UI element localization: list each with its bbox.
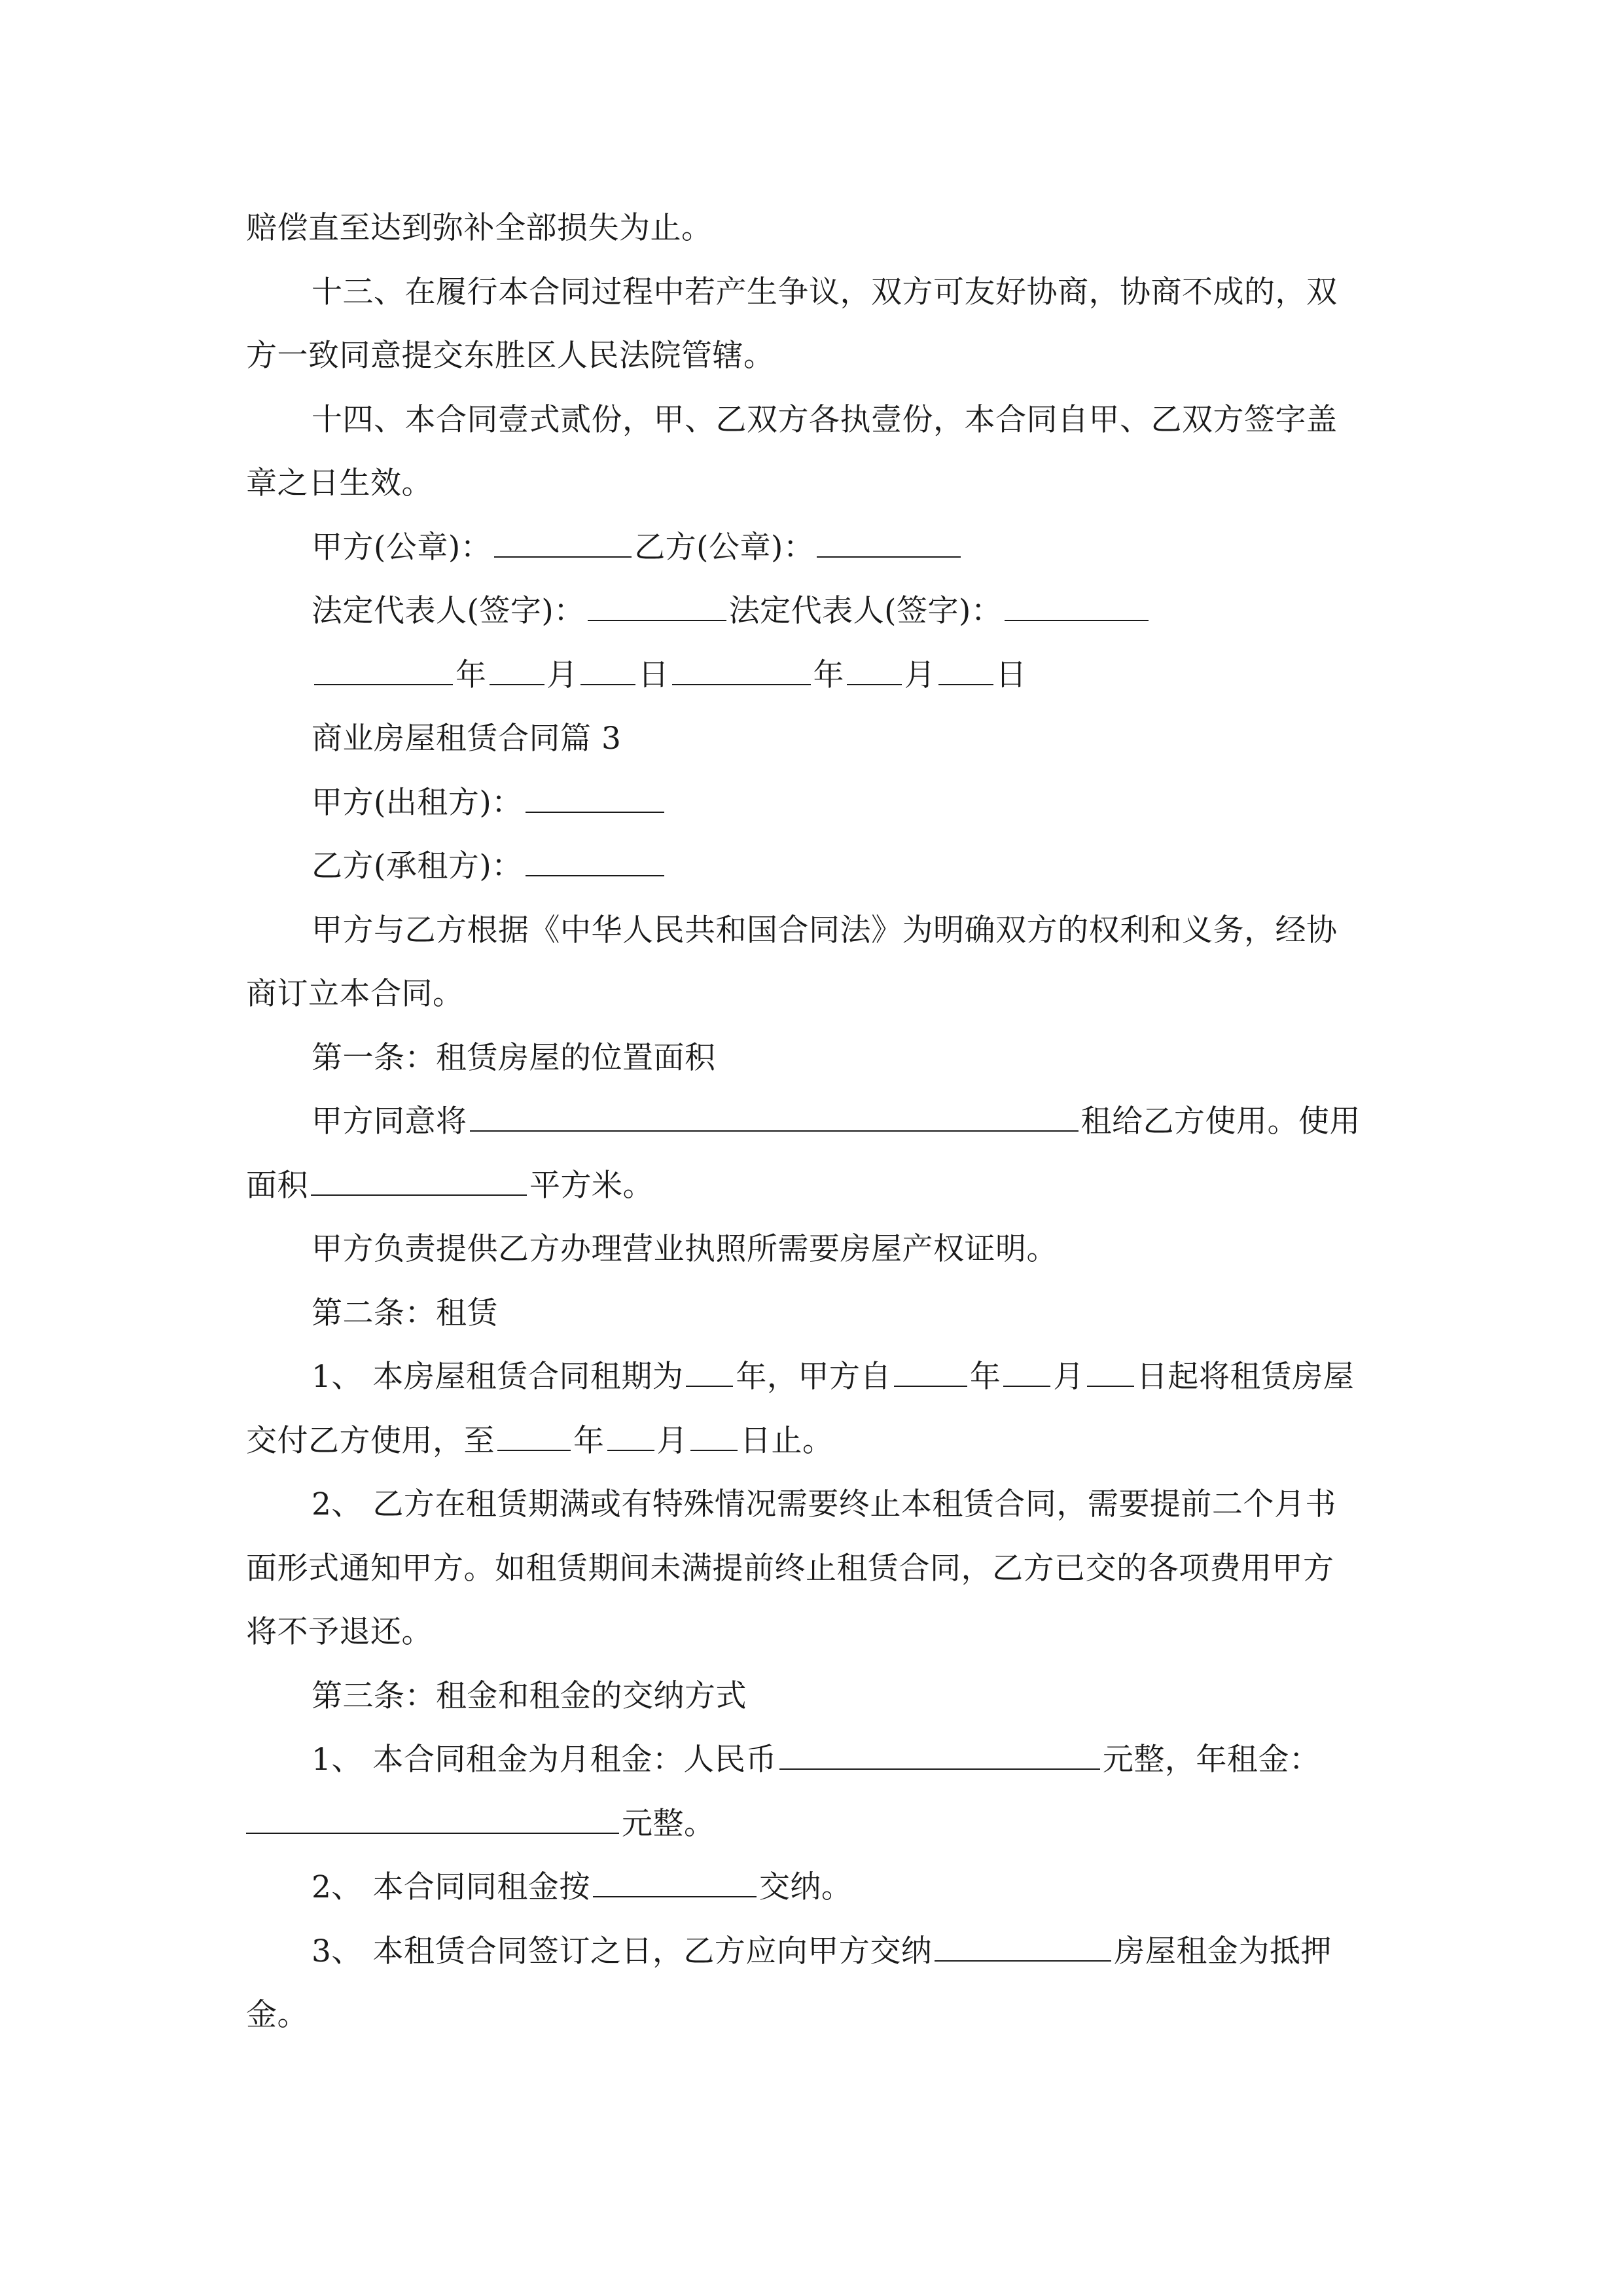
year-label: 年 <box>813 656 844 693</box>
article-3-item-1 <box>246 1792 1378 1856</box>
article-1-line: 甲方负责提供乙方办理营业执照所需要房屋产权证明。 <box>312 1231 1058 1267</box>
text: 日止。 <box>740 1422 834 1459</box>
start-year-blank <box>894 1357 967 1387</box>
annual-rent-blank <box>246 1804 619 1834</box>
article-3-item-3: 金。 <box>246 1997 308 2033</box>
term-blank <box>686 1357 733 1387</box>
text: 交付乙方使用，至 <box>246 1422 495 1459</box>
lessor-line <box>246 771 1378 835</box>
month-blank <box>490 655 544 685</box>
party-a-seal-blank <box>494 528 632 558</box>
lessor-blank <box>526 783 664 813</box>
day-label: 日 <box>638 656 669 693</box>
article-2-item-1 <box>246 1345 1378 1409</box>
paragraph-line: 赔偿直至达到弥补全部损失为止。 <box>246 210 713 246</box>
text: 3、 本租赁合同签订之日，乙方应向甲方交纳 <box>312 1933 933 1969</box>
party-b-rep-blank <box>1005 591 1149 621</box>
article-2-item-1 <box>246 1409 1378 1473</box>
text: 面积 <box>246 1167 308 1204</box>
article-2-item-2: 将不予退还。 <box>246 1614 433 1650</box>
article-1-line <box>246 1154 1378 1218</box>
clause-13-line: 方一致同意提交东胜区人民法院管辖。 <box>246 338 775 374</box>
month-label: 月 <box>546 656 578 693</box>
text: 年 <box>969 1359 1001 1395</box>
party-a-seal-label: 甲方(公章)： <box>312 529 492 565</box>
intro-line: 商订立本合同。 <box>246 976 464 1012</box>
intro-line: 甲方与乙方根据《中华人民共和国合同法》为明确双方的权利和义务，经协 <box>312 912 1338 948</box>
end-month-blank <box>607 1421 654 1451</box>
month-label: 月 <box>904 656 936 693</box>
lessee-label: 乙方(承租方)： <box>312 848 523 884</box>
date-line <box>246 643 1378 708</box>
month-blank <box>847 655 902 685</box>
text: 月 <box>656 1422 688 1459</box>
signature-line <box>246 579 1378 643</box>
party-b-seal-blank <box>817 528 961 558</box>
lessee-line <box>246 834 1378 899</box>
monthly-rent-blank <box>779 1740 1100 1770</box>
document-page <box>246 196 1378 2047</box>
article-2-item-2: 2、 乙方在租赁期满或有特殊情况需要终止本租赁合同，需要提前二个月书 <box>312 1486 1336 1522</box>
end-day-blank <box>690 1421 738 1451</box>
day-blank <box>580 655 635 685</box>
start-month-blank <box>1003 1357 1050 1387</box>
text: 房屋租金为抵押 <box>1114 1933 1332 1969</box>
text: 1、 本房屋租赁合同租期为 <box>312 1359 684 1395</box>
text: 日起将租赁房屋 <box>1136 1359 1355 1395</box>
party-a-rep-label: 法定代表人(签字)： <box>312 593 585 629</box>
party-b-rep-label: 法定代表人(签字)： <box>728 593 1003 629</box>
text: 元整。 <box>622 1805 715 1842</box>
text: 2、 本合同同租金按 <box>312 1869 590 1905</box>
location-blank <box>470 1102 1079 1132</box>
party-a-rep-blank <box>588 591 726 621</box>
text: 年 <box>573 1422 605 1459</box>
deposit-blank <box>935 1931 1111 1962</box>
article-2-title: 第二条：租赁 <box>312 1295 498 1331</box>
payment-method-blank <box>593 1867 757 1897</box>
party-b-seal-label: 乙方(公章)： <box>634 529 815 565</box>
article-1-line <box>246 1090 1378 1154</box>
text: 月 <box>1053 1359 1084 1395</box>
day-blank <box>938 655 993 685</box>
seal-line <box>246 516 1378 580</box>
section-title: 商业房屋租赁合同篇 3 <box>312 721 622 757</box>
article-3-item-1 <box>246 1728 1378 1792</box>
article-2-item-2: 面形式通知甲方。如租赁期间未满提前终止租赁合同，乙方已交的各项费用甲方 <box>246 1550 1334 1587</box>
article-3-title: 第三条：租金和租金的交纳方式 <box>312 1677 747 1714</box>
lessee-blank <box>526 846 664 876</box>
text: 平方米。 <box>529 1167 654 1204</box>
clause-13-line: 十三、在履行本合同过程中若产生争议，双方可友好协商，协商不成的，双 <box>312 274 1338 310</box>
day-label: 日 <box>995 656 1027 693</box>
article-3-item-3 <box>246 1920 1378 1984</box>
area-blank <box>311 1166 527 1196</box>
text: 年，甲方自 <box>736 1359 891 1395</box>
clause-14-line: 章之日生效。 <box>246 465 433 501</box>
clause-14-line: 十四、本合同壹式贰份，甲、乙双方各执壹份，本合同自甲、乙双方签字盖 <box>312 401 1338 438</box>
start-day-blank <box>1087 1357 1134 1387</box>
lessor-label: 甲方(出租方)： <box>312 784 523 821</box>
article-3-item-2 <box>246 1856 1378 1920</box>
text: 租给乙方使用。使用 <box>1080 1103 1361 1139</box>
text: 甲方同意将 <box>312 1103 467 1139</box>
end-year-blank <box>497 1421 571 1451</box>
text: 1、 本合同租金为月租金：人民币 <box>312 1742 777 1778</box>
year-blank <box>672 655 811 685</box>
year-label: 年 <box>455 656 487 693</box>
text: 交纳。 <box>758 1869 853 1905</box>
article-1-title: 第一条：租赁房屋的位置面积 <box>312 1039 716 1076</box>
text: 元整，年租金： <box>1102 1742 1321 1778</box>
year-blank <box>314 655 453 685</box>
